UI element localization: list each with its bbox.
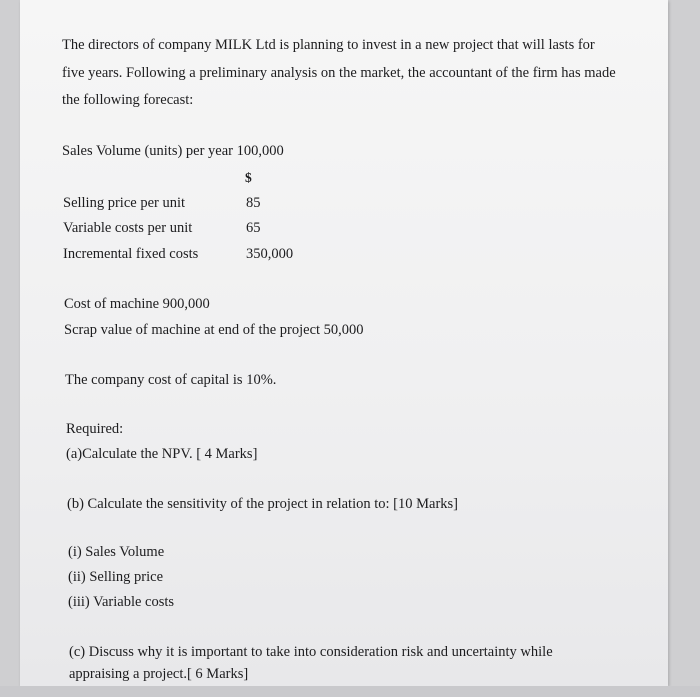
sub-item-variable-costs: (iii) Variable costs — [68, 594, 175, 610]
machine-scrap-value: Scrap value of machine at end of the project 50,000 — [64, 322, 364, 338]
row-label-variable-costs: Variable costs per unit — [63, 220, 193, 236]
row-label-selling-price: Selling price per unit — [63, 195, 186, 211]
intro-line-2: five years. Following a preliminary analysis on the market, the accountant of the firm has made — [62, 65, 616, 81]
row-value-fixed-costs: 350,000 — [246, 246, 294, 262]
intro-line-3: the following forecast: — [62, 92, 194, 108]
machine-cost: Cost of machine 900,000 — [64, 296, 210, 312]
sales-volume: Sales Volume (units) per year 100,000 — [62, 143, 284, 159]
currency-header: $ — [245, 170, 252, 185]
sub-item-selling-price: (ii) Selling price — [68, 569, 164, 585]
document-page — [20, 0, 668, 686]
row-value-variable-costs: 65 — [246, 220, 261, 236]
cost-of-capital: The company cost of capital is 10%. — [65, 372, 277, 388]
row-label-fixed-costs: Incremental fixed costs — [63, 246, 199, 262]
intro-line-1: The directors of company MILK Ltd is planning to invest in a new project that will lasts for — [62, 37, 595, 53]
part-b: (b) Calculate the sensitivity of the project in relation to: [10 Marks] — [67, 496, 458, 512]
required-heading: Required: — [66, 421, 124, 437]
part-c-line-1: (c) Discuss why it is important to take into consideration risk and uncertainty while — [69, 644, 553, 660]
row-value-selling-price: 85 — [246, 195, 261, 211]
part-c-line-2: appraising a project.[ 6 Marks] — [69, 666, 249, 682]
sub-item-sales-volume: (i) Sales Volume — [68, 544, 165, 560]
part-a: (a)Calculate the NPV. [ 4 Marks] — [66, 446, 258, 462]
bottom-edge — [0, 686, 700, 697]
